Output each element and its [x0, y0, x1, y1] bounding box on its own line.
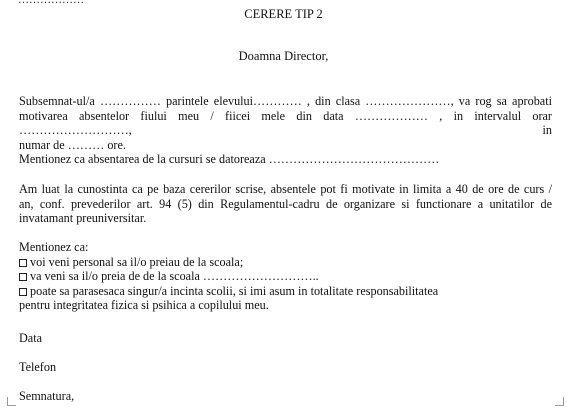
pickup-option-3	[19, 284, 552, 299]
regulation-line-1: Am luat la cunostinta ca pe baza cererilor scrise, absentele pot fi motivate in limita a 40 de ore de curs /	[19, 182, 552, 196]
date-label: Data	[19, 331, 43, 345]
checkbox-icon[interactable]	[19, 288, 27, 296]
reason-paragraph	[19, 152, 552, 167]
phone-label: Telefon	[19, 360, 57, 374]
pickup-options-paragraph	[19, 240, 552, 313]
regulation-line-3: invatamant preuniversitar.	[19, 211, 147, 225]
pickup-intro: Mentionez ca:	[19, 240, 89, 254]
regulation-paragraph	[19, 182, 552, 226]
top-dotted-line: ………………	[18, 0, 84, 6]
page-corner-mark-left	[7, 397, 16, 406]
request-line-1: Subsemnat-ul/a …………… parintele elevului………… , din clasa …………………, va rog sa aprobati	[19, 94, 552, 108]
regulation-line-2: an, conf. prevederilor art. 94 (5) din Regulamentul-cadru de organizare si functionare a unitatilor de	[19, 196, 552, 211]
document-title: CERERE TIP 2	[244, 7, 323, 21]
page-corner-mark-right	[555, 397, 564, 406]
salutation: Doamna Director,	[238, 49, 329, 63]
pickup-option-2-label: va veni sa il/o preia de de la scoala ………………………..	[30, 269, 319, 283]
checkbox-icon[interactable]	[19, 273, 27, 281]
request-line-3: numar de ……… ore.	[19, 137, 126, 152]
request-line-2: motivarea absentelor fiului meu / fiicei mele din data ……………… , in intervalul orar ………………………, in	[19, 108, 552, 137]
checkbox-icon[interactable]	[19, 259, 27, 267]
pickup-option-2	[19, 269, 552, 284]
pickup-option-3-continuation: pentru integritatea fizica si psihica a copilului meu.	[19, 298, 269, 312]
request-paragraph	[19, 94, 552, 152]
signature-label: Semnatura,	[19, 389, 75, 403]
pickup-option-1	[19, 255, 552, 270]
pickup-option-1-label: voi veni personal sa il/o preiau de la scoala;	[30, 254, 244, 269]
reason-line: Mentionez ca absentarea de la cursuri se datoreaza ……………………………………	[19, 152, 440, 166]
pickup-option-3-label: poate sa parasesaca singur/a incinta scolii, si imi asum in totalitate responsabilitatea	[30, 283, 439, 298]
